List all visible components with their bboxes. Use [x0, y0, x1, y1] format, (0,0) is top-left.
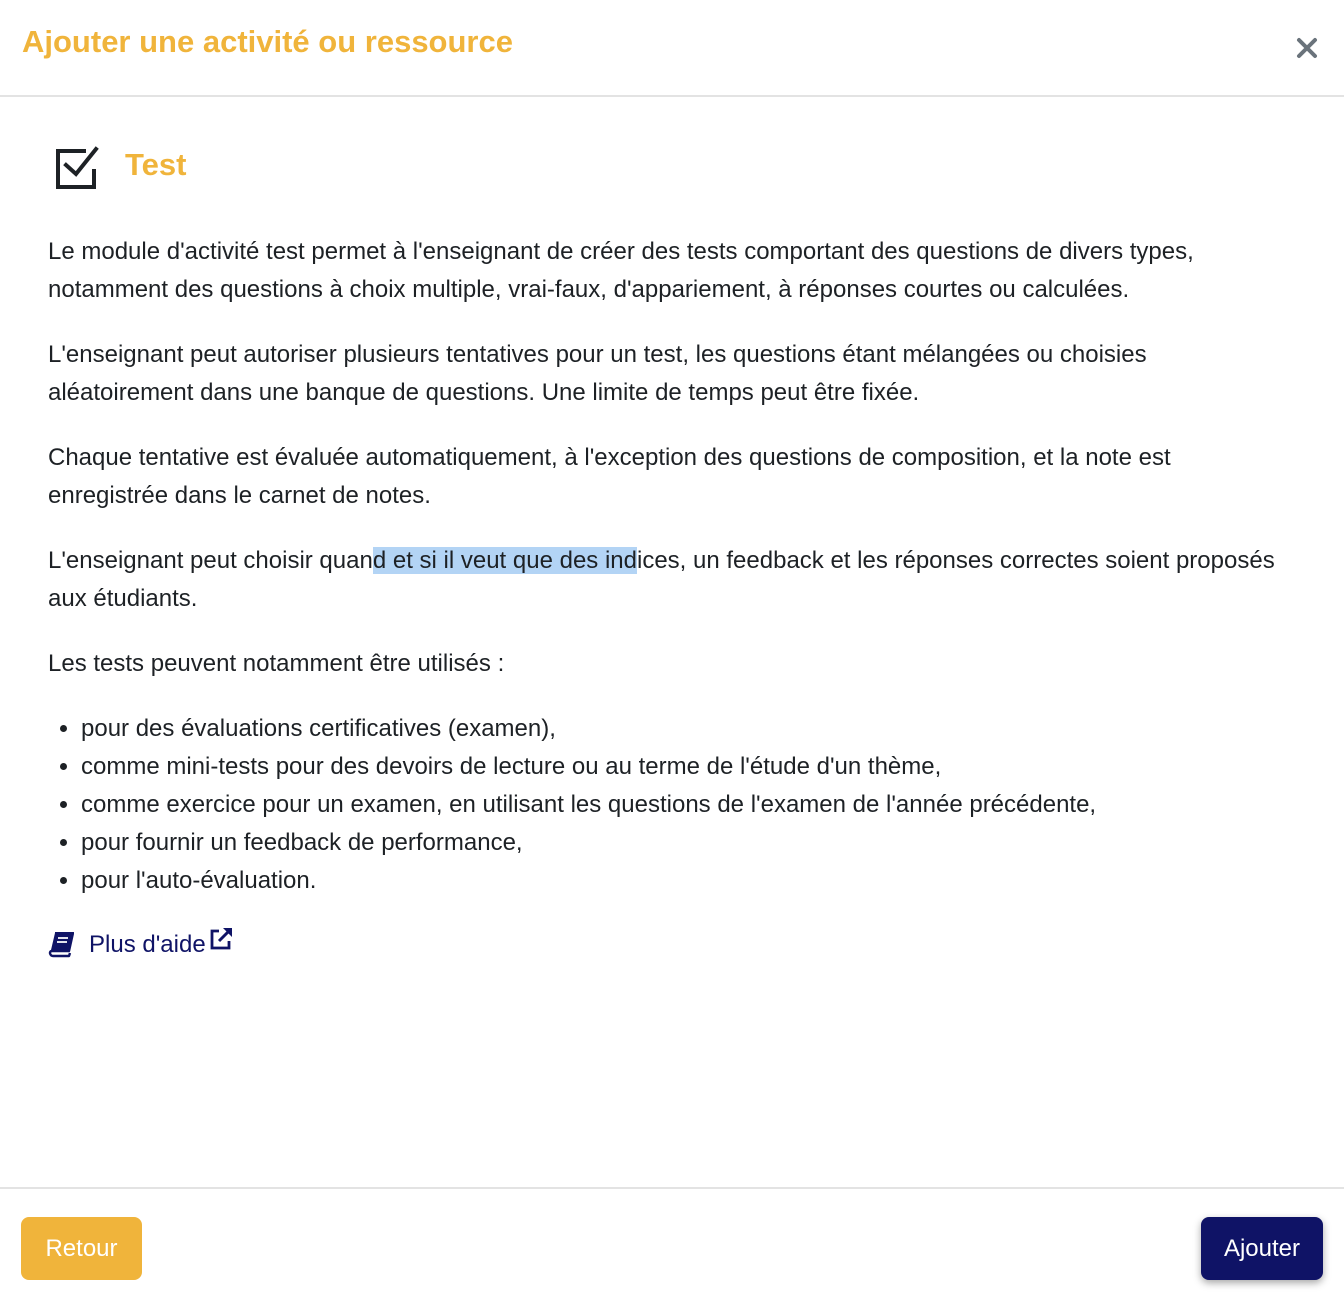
uses-list: [48, 710, 1288, 900]
list-item: • pour des évaluations certificatives (examen),: [81, 710, 1288, 748]
module-description: [48, 233, 1288, 970]
module-name: Test: [125, 147, 187, 182]
description-paragraph: L'enseignant peut autoriser plusieurs tentatives pour un test, les questions étant mélangées ou choisies aléatoirement dans une banque de questions. Une limite de temps peut être fixée.: [48, 341, 1147, 406]
add-button[interactable]: Ajouter: [1201, 1217, 1323, 1280]
close-icon: [1292, 33, 1322, 63]
help-link-label: Plus d'aide: [89, 931, 206, 958]
help-link[interactable]: [48, 926, 234, 964]
close-button[interactable]: [1292, 33, 1322, 63]
modal-title: Ajouter une activité ou ressource: [22, 24, 513, 59]
description-paragraph: Chaque tentative est évaluée automatiquement, à l'exception des questions de composition, et la note est enregistrée dans le carnet de notes.: [48, 444, 1171, 509]
checkbox-checked-icon: [52, 141, 100, 189]
list-item: • comme mini-tests pour des devoirs de lecture ou au terme de l'étude d'un thème,: [81, 748, 1288, 786]
list-item: • pour fournir un feedback de performance,: [81, 824, 1288, 862]
text-selection: d et si il veut que des ind: [372, 547, 637, 574]
description-paragraph: Le module d'activité test permet à l'enseignant de créer des tests comportant des questions de divers types, notamment des questions à choix multiple, vrai-faux, d'appariement, à réponses courtes ou calculées.: [48, 238, 1194, 303]
module-heading: [48, 137, 648, 197]
description-paragraph: [48, 542, 1288, 618]
modal-footer: [0, 1187, 1344, 1306]
description-paragraph: Les tests peuvent notamment être utilisés :: [48, 650, 505, 677]
book-icon: [48, 932, 74, 958]
list-item: • comme exercice pour un examen, en utilisant les questions de l'examen de l'année précédente,: [81, 786, 1288, 824]
text-segment: ices, un feedback et les réponses correctes soient proposés aux étudiants.: [48, 547, 1275, 612]
back-button[interactable]: Retour: [21, 1217, 142, 1280]
list-item: • pour l'auto-évaluation.: [81, 862, 1288, 900]
external-link-icon: [208, 926, 234, 952]
modal-header: [0, 0, 1344, 97]
text-segment: L'enseignant peut choisir quan: [48, 547, 373, 574]
